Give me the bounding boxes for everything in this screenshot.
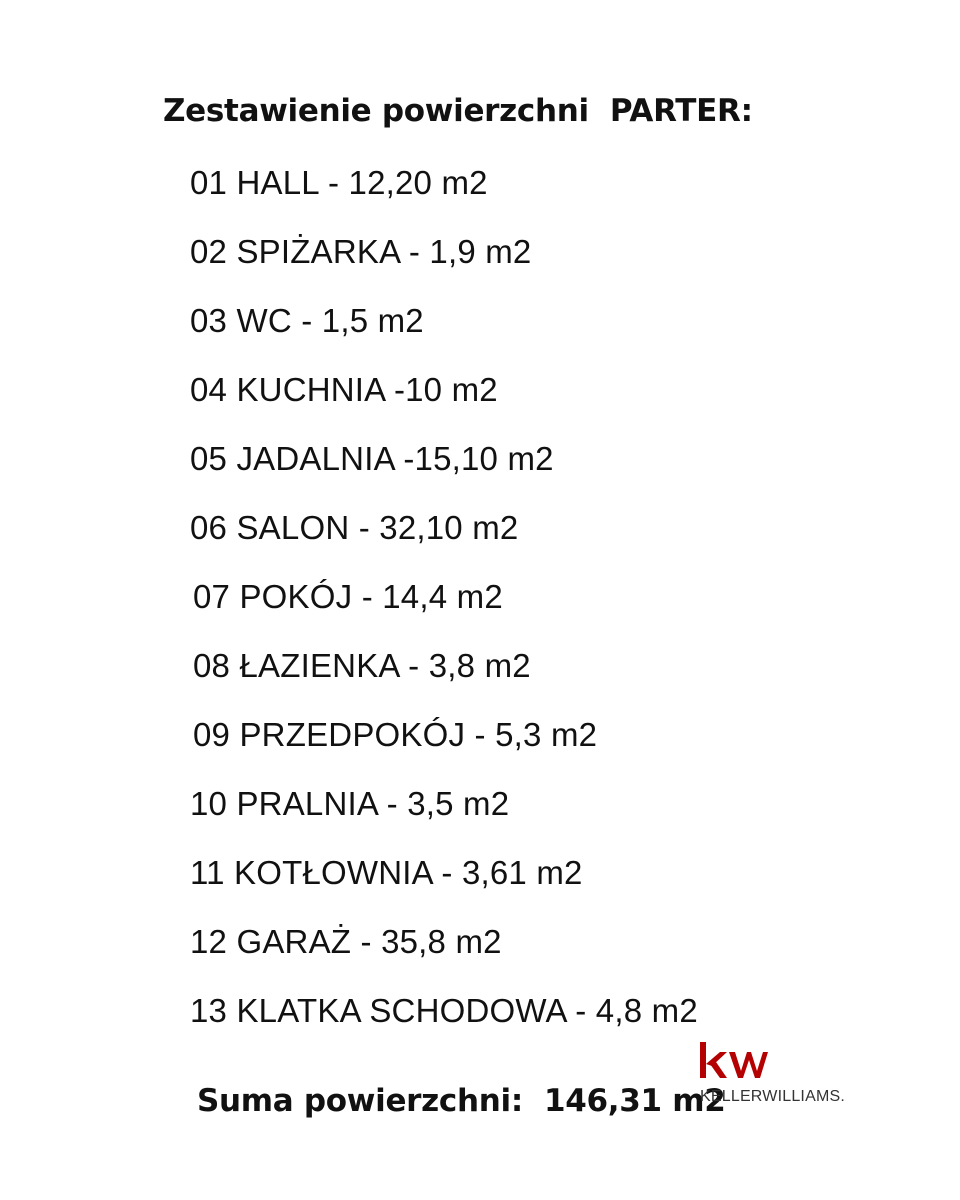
list-item: 01 HALL - 12,20 m2: [190, 164, 488, 201]
list-item: 04 KUCHNIA -10 m2: [190, 371, 498, 408]
kw-logo-icon: [698, 1040, 768, 1082]
total-area-summary: Suma powierzchni: 146,31 m2: [197, 1083, 726, 1119]
list-item: 07 POKÓJ - 14,4 m2: [193, 578, 503, 615]
list-item: 02 SPIŻARKA - 1,9 m2: [190, 233, 532, 270]
list-item: 03 WC - 1,5 m2: [190, 302, 424, 339]
list-item: 06 SALON - 32,10 m2: [190, 509, 519, 546]
room-list: [190, 166, 698, 1063]
list-item: 09 PRZEDPOKÓJ - 5,3 m2: [193, 716, 598, 753]
list-item: 08 ŁAZIENKA - 3,8 m2: [193, 647, 531, 684]
page-title: Zestawienie powierzchni PARTER:: [163, 93, 753, 129]
list-item: 05 JADALNIA -15,10 m2: [190, 440, 554, 477]
list-item: 11 KOTŁOWNIA - 3,61 m2: [190, 854, 583, 891]
list-item: 12 GARAŻ - 35,8 m2: [190, 923, 502, 960]
kw-letters: [700, 1042, 768, 1078]
brand-name-text: KELLERWILLIAMS.: [700, 1088, 845, 1105]
keller-williams-logo: [698, 1040, 848, 1110]
list-item: 13 KLATKA SCHODOWA - 4,8 m2: [190, 992, 698, 1029]
list-item: 10 PRALNIA - 3,5 m2: [190, 785, 510, 822]
